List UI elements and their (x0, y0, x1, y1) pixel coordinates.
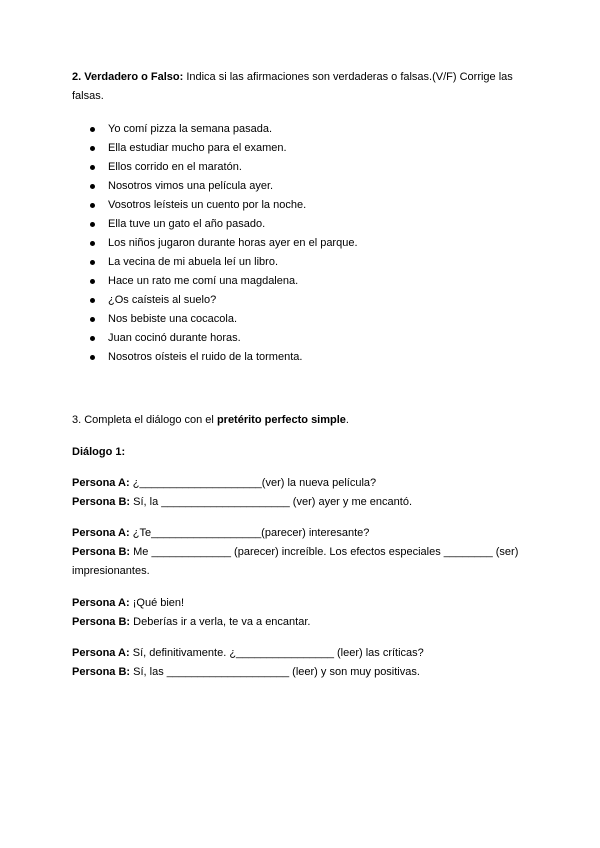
speaker-label: Persona B: (72, 546, 131, 558)
list-item: Yo comí pizza la semana pasada. (72, 120, 358, 139)
dialog-text: ¿____________________(ver) la nueva película? (129, 477, 377, 489)
list-item: Hace un rato me comí una magdalena. (72, 272, 358, 291)
dialog-line (72, 493, 412, 512)
list-item: Ellos corrido en el maratón. (72, 158, 358, 177)
list-item: Nos bebiste una cocacola. (72, 310, 358, 329)
dialog-line (72, 474, 376, 493)
list-item: Nosotros oísteis el ruido de la tormenta. (72, 348, 358, 367)
dialog-title: Diálogo 1: (72, 446, 126, 458)
list-item: Nosotros vimos una película ayer. (72, 177, 358, 196)
intro-text: 3. Completa el diálogo con el (72, 414, 217, 426)
list-item: Vosotros leísteis un cuento por la noche. (72, 196, 358, 215)
section-2-heading (72, 68, 540, 106)
intro-period: . (345, 414, 349, 426)
dialog-text: Sí, las ____________________ (leer) y son muy positivas. (130, 666, 420, 678)
section-2-instructions: Indica si las afirmaciones son verdaderas o falsas.(V/F) Corrige las falsas. (72, 71, 513, 102)
list-item: La vecina de mi abuela leí un libro. (72, 253, 358, 272)
dialog-line (72, 663, 420, 682)
intro-emphasis: pretérito perfecto simple (216, 414, 346, 426)
dialog-text: Sí, definitivamente. ¿________________ (leer) las críticas? (129, 647, 424, 659)
list-item: ¿Os caísteis al suelo? (72, 291, 358, 310)
dialog-text: ¡Qué bien! (129, 597, 185, 609)
dialog-text: Deberías ir a verla, te va a encantar. (130, 616, 311, 628)
section-2-title: 2. Verdadero o Falso: (72, 71, 184, 83)
list-item: Los niños jugaron durante horas ayer en el parque. (72, 234, 358, 253)
dialog-line (72, 524, 369, 543)
list-item: Ella estudiar mucho para el examen. (72, 139, 358, 158)
speaker-label: Persona B: (72, 666, 131, 678)
list-item: Ella tuve un gato el año pasado. (72, 215, 358, 234)
speaker-label: Persona A: (72, 597, 130, 609)
dialog-text: ¿Te__________________(parecer) interesante? (129, 527, 370, 539)
speaker-label: Persona A: (72, 527, 130, 539)
list-item: Juan cocinó durante horas. (72, 329, 358, 348)
dialog-line (72, 594, 184, 613)
speaker-label: Persona B: (72, 496, 131, 508)
dialog-line (72, 543, 540, 581)
dialog-line (72, 644, 424, 663)
statement-list (72, 120, 358, 367)
speaker-label: Persona A: (72, 477, 130, 489)
speaker-label: Persona B: (72, 616, 131, 628)
speaker-label: Persona A: (72, 647, 130, 659)
dialog-text: Me _____________ (parecer) increíble. Los efectos especiales ________ (ser) impresionantes. (72, 546, 519, 577)
dialog-text: Sí, la _____________________ (ver) ayer y me encantó. (130, 496, 412, 508)
section-3-intro (72, 411, 540, 430)
dialog-line (72, 613, 310, 632)
